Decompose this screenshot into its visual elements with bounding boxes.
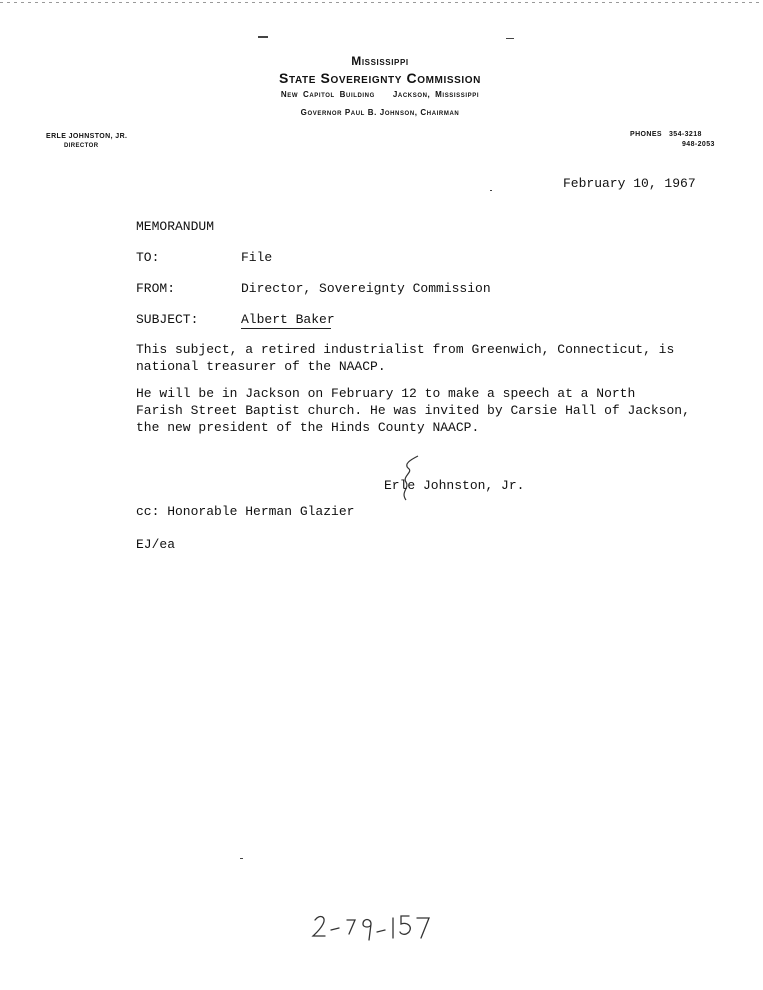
handwritten-file-number <box>305 900 465 950</box>
from-label: FROM: <box>136 281 176 296</box>
letterhead-commission: State Sovereignty Commission <box>279 70 481 86</box>
body-paragraph-2-line-2: Farish Street Baptist church. He was invited by Carsie Hall of Jackson, <box>136 403 690 418</box>
letterhead-city: Jackson, Mississippi <box>392 90 480 99</box>
cc-line: cc: Honorable Herman Glazier <box>136 504 355 519</box>
phones-label: PHONES <box>630 131 662 138</box>
body-paragraph-2-line-3: the new president of the Hinds County NAACP. <box>136 420 480 435</box>
letterhead-address <box>281 90 479 99</box>
letterhead-state: Mississippi <box>351 54 409 68</box>
scan-mark <box>258 36 268 38</box>
body-paragraph-2-line-1: He will be in Jackson on February 12 to make a speech at a North <box>136 386 636 401</box>
to-label: TO: <box>136 250 160 265</box>
scan-speck <box>240 858 243 859</box>
scan-speck <box>490 190 492 191</box>
subject-value: Albert Baker <box>241 312 335 327</box>
handwritten-signature-mark <box>392 452 432 502</box>
typist-initials: EJ/ea <box>136 537 176 552</box>
scan-mark <box>506 38 514 39</box>
memo-date: February 10, 1967 <box>563 176 696 191</box>
letterhead-governor: Governor Paul B. Johnson, Chairman <box>300 108 460 117</box>
phone-number-2: 948-2053 <box>682 141 715 148</box>
memo-heading: MEMORANDUM <box>136 219 215 234</box>
scan-edge-line <box>0 2 763 3</box>
letterhead-building: New Capitol Building <box>280 90 375 99</box>
phone-number-1: 354-3218 <box>669 131 702 138</box>
subject-label: SUBJECT: <box>136 312 199 327</box>
director-title: DIRECTOR <box>64 143 99 149</box>
from-value: Director, Sovereignty Commission <box>241 281 491 296</box>
to-value: File <box>241 250 273 265</box>
subject-underline <box>241 328 331 329</box>
body-paragraph-1-line-2: national treasurer of the NAACP. <box>136 359 386 374</box>
body-paragraph-1-line-1: This subject, a retired industrialist from Greenwich, Connecticut, is <box>136 342 675 357</box>
signer-name: Erle Johnston, Jr. <box>384 478 525 493</box>
director-name: ERLE JOHNSTON, JR. <box>46 133 128 140</box>
